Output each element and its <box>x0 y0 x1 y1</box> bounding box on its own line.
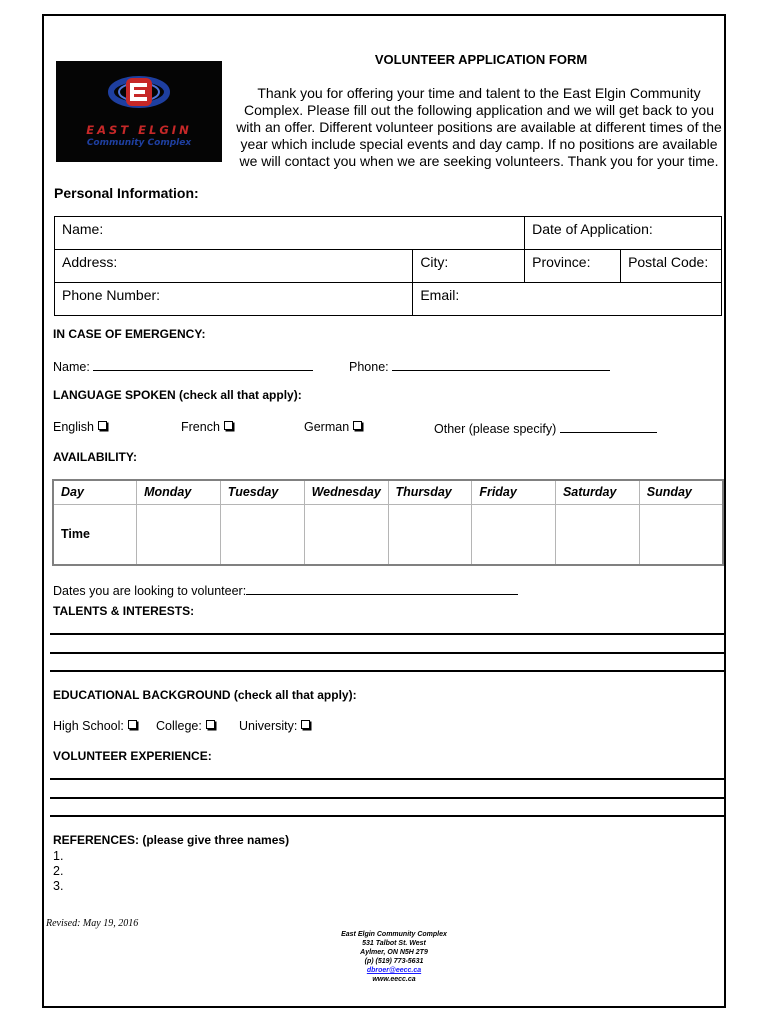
friday-time-cell[interactable] <box>472 504 556 565</box>
experience-line-3[interactable] <box>50 815 726 817</box>
emergency-name-row <box>53 358 313 374</box>
footer-web: www.eecc.ca <box>372 976 416 983</box>
language-heading: LANGUAGE SPOKEN (check all that apply): <box>53 388 302 402</box>
emergency-name-label: Name: <box>53 360 90 374</box>
logo-subtitle: Community Complex <box>86 138 192 148</box>
experience-heading: VOLUNTEER EXPERIENCE: <box>53 749 212 763</box>
language-french-label: French <box>181 420 220 434</box>
time-label: Time <box>53 504 137 565</box>
friday-header: Friday <box>472 480 556 504</box>
education-university-option[interactable] <box>239 719 310 733</box>
education-college-option[interactable] <box>156 719 215 733</box>
experience-line-2[interactable] <box>50 797 726 799</box>
talents-line-1[interactable] <box>50 633 726 635</box>
availability-table <box>52 479 724 566</box>
language-english-option[interactable] <box>53 420 107 434</box>
logo-ring-icon <box>56 61 222 123</box>
intro-paragraph: Thank you for offering your time and talent to the East Elgin Community Complex. Please fill out the following application and we will get back to you with an offer. Different volunteer positions are available at different times of the year which include special events and day camp. If no positions are available we will contact you when we are seeking volunteers. Thank you for your time. <box>236 85 722 169</box>
personal-info-table <box>54 216 722 316</box>
city-field[interactable]: City: <box>413 250 525 283</box>
language-german-option[interactable] <box>304 420 362 434</box>
education-high-school-label: High School: <box>53 719 124 733</box>
footer-contact <box>294 930 494 984</box>
sunday-time-cell[interactable] <box>639 504 723 565</box>
footer-email-link[interactable]: dbroer@eecc.ca <box>366 967 422 974</box>
checkbox-icon[interactable] <box>301 720 310 729</box>
references-heading: REFERENCES: (please give three names) <box>53 833 290 847</box>
monday-time-cell[interactable] <box>137 504 221 565</box>
language-french-option[interactable] <box>181 420 233 434</box>
language-german-label: German <box>304 420 350 434</box>
thursday-time-cell[interactable] <box>388 504 472 565</box>
language-english-label: English <box>53 420 94 434</box>
emergency-name-input[interactable] <box>93 358 313 371</box>
day-header: Day <box>53 480 137 504</box>
emergency-phone-input[interactable] <box>392 358 610 371</box>
phone-number-field[interactable]: Phone Number: <box>55 283 413 316</box>
form-page <box>42 14 726 1008</box>
tuesday-time-cell[interactable] <box>220 504 304 565</box>
talents-line-2[interactable] <box>50 652 726 654</box>
education-heading: EDUCATIONAL BACKGROUND (check all that apply): <box>53 688 357 702</box>
emergency-phone-row <box>349 358 610 374</box>
thursday-header: Thursday <box>388 480 472 504</box>
monday-header: Monday <box>137 480 221 504</box>
revised-date: Revised: May 19, 2016 <box>46 918 139 929</box>
logo-name: EAST ELGIN <box>86 123 192 137</box>
saturday-time-cell[interactable] <box>555 504 639 565</box>
dates-input[interactable] <box>246 582 518 595</box>
emergency-heading: IN CASE OF EMERGENCY: <box>53 327 206 341</box>
date-of-application-field[interactable]: Date of Application: <box>525 217 722 250</box>
emergency-phone-label: Phone: <box>349 360 389 374</box>
footer-city: Aylmer, ON N5H 2T9 <box>360 949 428 956</box>
address-field[interactable]: Address: <box>55 250 413 283</box>
postal-code-field[interactable]: Postal Code: <box>621 250 722 283</box>
language-other-row <box>434 420 657 436</box>
email-field[interactable]: Email: <box>413 283 722 316</box>
checkbox-icon[interactable] <box>128 720 137 729</box>
dates-row <box>53 582 518 598</box>
talents-heading: TALENTS & INTERESTS: <box>53 604 195 618</box>
checkbox-icon[interactable] <box>98 421 107 430</box>
footer-street: 531 Talbot St. West <box>362 940 426 947</box>
dates-label: Dates you are looking to volunteer: <box>53 584 247 598</box>
language-other-label: Other (please specify) <box>434 422 557 436</box>
education-high-school-option[interactable] <box>53 719 137 733</box>
footer-phone: (p) (519) 773-5631 <box>364 958 424 965</box>
reference-1[interactable]: 1. <box>53 849 64 863</box>
checkbox-icon[interactable] <box>206 720 215 729</box>
eecc-logo <box>56 61 222 162</box>
wednesday-header: Wednesday <box>304 480 388 504</box>
name-field[interactable]: Name: <box>55 217 525 250</box>
education-university-label: University: <box>239 719 298 733</box>
experience-line-1[interactable] <box>50 778 726 780</box>
footer-org: East Elgin Community Complex <box>341 931 447 938</box>
form-title: VOLUNTEER APPLICATION FORM <box>374 52 588 67</box>
talents-line-3[interactable] <box>50 670 726 672</box>
reference-2[interactable]: 2. <box>53 864 64 878</box>
wednesday-time-cell[interactable] <box>304 504 388 565</box>
sunday-header: Sunday <box>639 480 723 504</box>
checkbox-icon[interactable] <box>224 421 233 430</box>
personal-info-heading: Personal Information: <box>54 185 199 201</box>
province-field[interactable]: Province: <box>525 250 621 283</box>
education-college-label: College: <box>156 719 202 733</box>
availability-heading: AVAILABILITY: <box>53 450 137 464</box>
tuesday-header: Tuesday <box>220 480 304 504</box>
reference-3[interactable]: 3. <box>53 879 64 893</box>
checkbox-icon[interactable] <box>353 421 362 430</box>
saturday-header: Saturday <box>555 480 639 504</box>
language-other-input[interactable] <box>560 420 657 433</box>
